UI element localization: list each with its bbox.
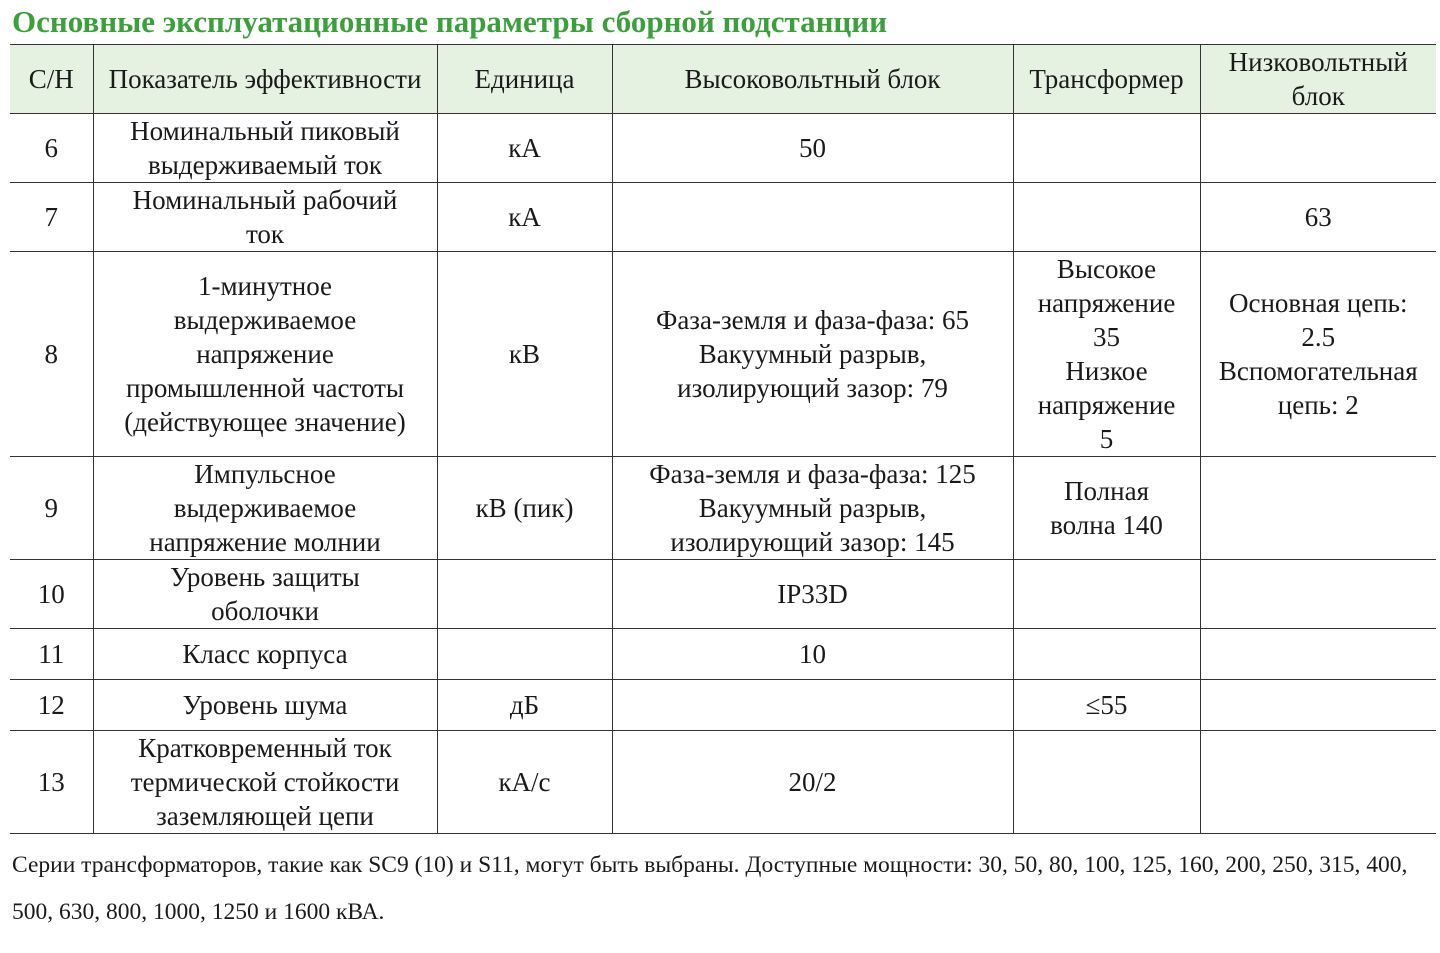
cell-lv-block [1200, 560, 1436, 629]
cell-lv-block [1200, 457, 1436, 560]
cell-sn: 7 [10, 183, 93, 252]
cell-transformer [1013, 629, 1200, 680]
cell-lv-block: Основная цепь: 2.5 Вспомогательная цепь: 2 [1200, 252, 1436, 457]
table-row [10, 629, 1436, 680]
cell-hv-block: 50 [612, 114, 1013, 183]
cell-unit: кА [437, 114, 612, 183]
table-row [10, 560, 1436, 629]
cell-unit: дБ [437, 680, 612, 731]
cell-sn: 13 [10, 731, 93, 834]
cell-hv-block: Фаза-земля и фаза-фаза: 125 Вакуумный разрыв, изолирующий зазор: 145 [612, 457, 1013, 560]
cell-lv-block [1200, 629, 1436, 680]
header-unit: Единица [437, 45, 612, 114]
cell-lv-block [1200, 731, 1436, 834]
cell-hv-block [612, 680, 1013, 731]
cell-sn: 10 [10, 560, 93, 629]
header-indicator: Показатель эффективности [93, 45, 437, 114]
table-row [10, 680, 1436, 731]
cell-sn: 8 [10, 252, 93, 457]
cell-lv-block [1200, 680, 1436, 731]
header-lv-block: Низковольтный блок [1200, 45, 1436, 114]
table-row [10, 183, 1436, 252]
cell-indicator: Номинальный пиковый выдерживаемый ток [93, 114, 437, 183]
cell-unit: кВ [437, 252, 612, 457]
cell-indicator: Класс корпуса [93, 629, 437, 680]
cell-indicator: Кратковременный ток термической стойкости заземляющей цепи [93, 731, 437, 834]
page-title: Основные эксплуатационные параметры сборной подстанции [12, 4, 888, 39]
cell-hv-block: 20/2 [612, 731, 1013, 834]
cell-transformer [1013, 731, 1200, 834]
cell-transformer: ≤55 [1013, 680, 1200, 731]
table-row [10, 457, 1436, 560]
cell-indicator: Уровень защиты оболочки [93, 560, 437, 629]
cell-hv-block: Фаза-земля и фаза-фаза: 65 Вакуумный разрыв, изолирующий зазор: 79 [612, 252, 1013, 457]
cell-sn: 6 [10, 114, 93, 183]
cell-indicator: Импульсное выдерживаемое напряжение молнии [93, 457, 437, 560]
cell-transformer [1013, 114, 1200, 183]
cell-transformer: Полная волна 140 [1013, 457, 1200, 560]
cell-unit: кА/с [437, 731, 612, 834]
cell-hv-block [612, 183, 1013, 252]
table-header-row [10, 45, 1436, 114]
header-sn: С/Н [10, 45, 93, 114]
cell-indicator: 1-минутное выдерживаемое напряжение промышленной частоты (действующее значение) [93, 252, 437, 457]
cell-unit [437, 629, 612, 680]
cell-unit: кА [437, 183, 612, 252]
cell-lv-block: 63 [1200, 183, 1436, 252]
cell-lv-block [1200, 114, 1436, 183]
cell-transformer: Высокое напряжение 35 Низкое напряжение 5 [1013, 252, 1200, 457]
cell-transformer [1013, 183, 1200, 252]
table-row [10, 731, 1436, 834]
cell-transformer [1013, 560, 1200, 629]
header-hv-block: Высоковольтный блок [612, 45, 1013, 114]
cell-sn: 11 [10, 629, 93, 680]
cell-unit: кВ (пик) [437, 457, 612, 560]
cell-indicator: Номинальный рабочий ток [93, 183, 437, 252]
cell-hv-block: IP33D [612, 560, 1013, 629]
cell-sn: 9 [10, 457, 93, 560]
cell-sn: 12 [10, 680, 93, 731]
table-row [10, 114, 1436, 183]
parameters-table [10, 44, 1436, 834]
cell-indicator: Уровень шума [93, 680, 437, 731]
footnote: Серии трансформаторов, такие как SC9 (10) и S11, могут быть выбраны. Доступные мощности: 30, 50, 80, 100, 125, 160, 200, 250, 315, 400, 500, 630, 800, 1000, 1250 и 1600 кВА. [12, 852, 1408, 925]
header-transformer: Трансформер [1013, 45, 1200, 114]
cell-hv-block: 10 [612, 629, 1013, 680]
table-row [10, 252, 1436, 457]
cell-unit [437, 560, 612, 629]
